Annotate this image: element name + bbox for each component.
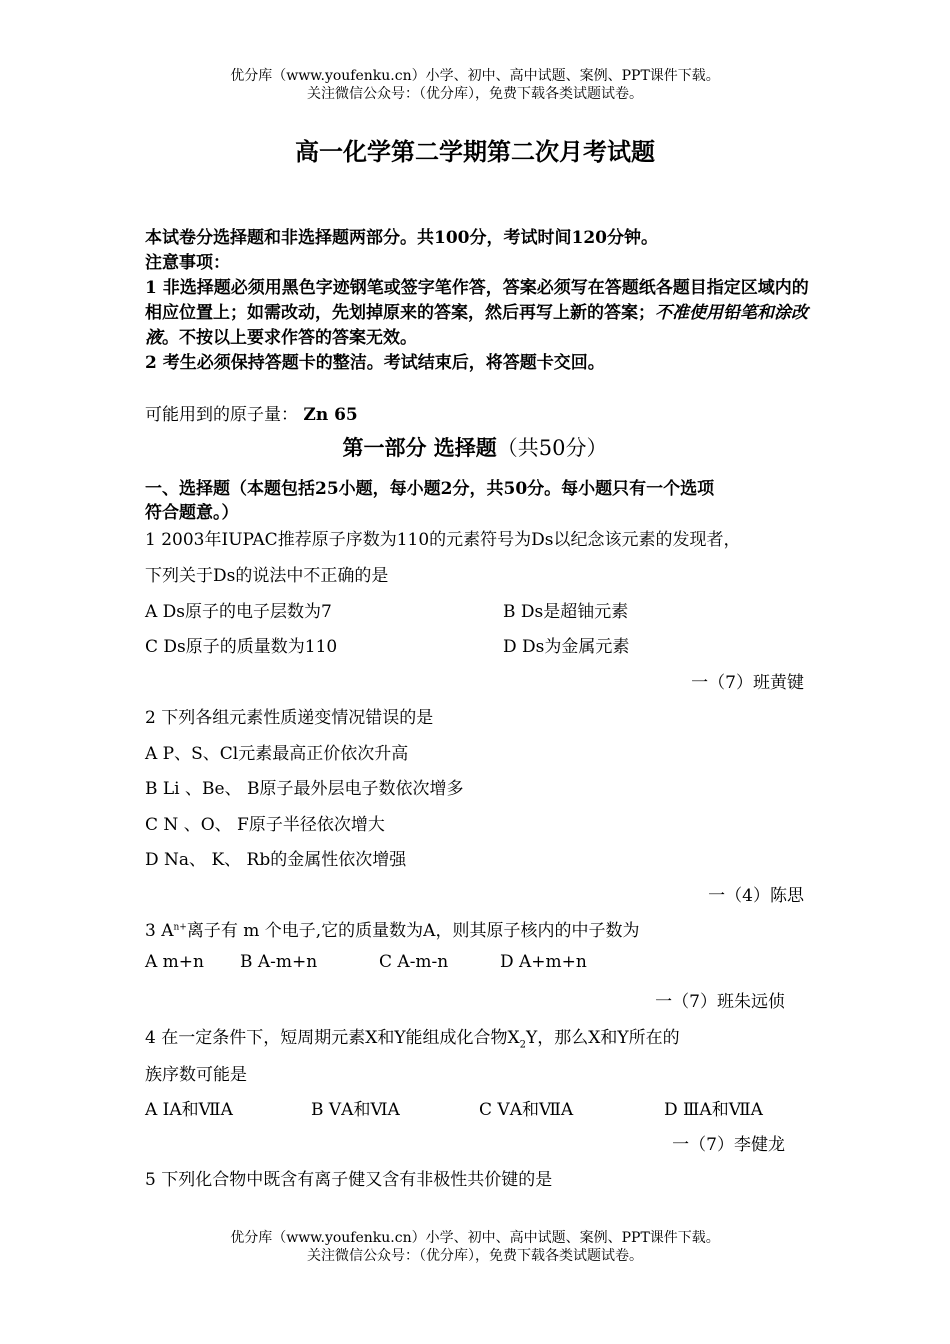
notice-item-1: 1 非选择题必须用黑色字迹钢笔或签字笔作答，答案必须写在答题纸各题目指定区域内的相应位置上；如需改动，先划掉原来的答案，然后再写上新的答案；不准使用铅笔和涂改液。不按以上要求作答的答案无效。: [145, 278, 809, 348]
q4-stem-1: 4 在一定条件下，短周期元素X和Y能组成化合物$X_2Y$，那么X和Y所在的: [145, 1028, 680, 1051]
q3-option-c: C A-m-n: [379, 952, 449, 972]
q2-credit: 一（4）陈思: [708, 886, 804, 906]
notice-intro: 本试卷分选择题和非选择题两部分。共100分，考试时间120分钟。: [145, 228, 658, 248]
q1-option-d: D Ds为金属元素: [503, 637, 630, 657]
header-line-2: 关注微信公众号：（优分库），免费下载各类试题试卷。: [307, 86, 643, 102]
page-title: 高一化学第二学期第二次月考试题: [295, 137, 655, 166]
q4-stem-2: 族序数可能是: [145, 1065, 247, 1085]
atomic-mass: 可能用到的原子量： Zn 65: [145, 405, 358, 425]
q3-option-b: B A-m+n: [240, 952, 318, 972]
instruction-line-2: 符合题意。）: [145, 503, 239, 523]
q2-option-d: D Na、 K、 Rb的金属性依次增强: [145, 850, 407, 870]
q3-superscript: n+: [173, 922, 187, 933]
instruction-line-1: 一、选择题（本题包括25小题，每小题2分，共50分。每小题只有一个选项: [145, 479, 715, 499]
q4-option-b: B ⅤA和ⅥA: [311, 1100, 400, 1120]
q4-subscript: 2: [519, 1039, 527, 1051]
q1-option-b: B Ds是超铀元素: [503, 602, 629, 622]
q3-option-d: D A+m+n: [500, 952, 587, 972]
header-line-1: 优分库（www.youfenku.cn）小学、初中、高中试题、案例、PPT课件下载。: [230, 68, 720, 84]
q4-credit: 一（7）李健龙: [672, 1135, 785, 1155]
atomic-mass-value: Zn 65: [303, 405, 358, 425]
q4-option-d: D ⅢA和ⅦA: [664, 1100, 763, 1120]
q3-stem: 3 $A^{n+}$离子有 m 个电子,它的质量数为A，则其原子核内的中子数为: [145, 921, 640, 941]
q1-stem-2: 下列关于Ds的说法中不正确的是: [145, 566, 389, 586]
notice-item-1-italic: 不准使用铅笔和涂改液: [145, 303, 808, 348]
footer-line-1: 优分库（www.youfenku.cn）小学、初中、高中试题、案例、PPT课件下载。: [230, 1230, 720, 1246]
q3-credit: 一（7）班朱远侦: [655, 992, 785, 1012]
exam-notice: [145, 226, 815, 376]
q1-option-c: C Ds原子的质量数为110: [145, 637, 338, 657]
q5-stem: 5 下列化合物中既含有离子健又含有非极性共价键的是: [145, 1170, 553, 1190]
q1-credit: 一（7）班黄键: [691, 673, 804, 693]
q2-option-c: C N 、O、 F原子半径依次增大: [145, 815, 385, 835]
q4-option-c: C ⅤA和ⅦA: [479, 1100, 574, 1120]
q3-option-a: A m+n: [145, 952, 204, 972]
footer-line-2: 关注微信公众号：（优分库），免费下载各类试题试卷。: [307, 1248, 643, 1264]
section-title: 第一部分 选择题（共50分）: [342, 435, 608, 460]
q2-stem: 2 下列各组元素性质递变情况错误的是: [145, 708, 434, 728]
notice-heading: 注意事项：: [145, 253, 230, 273]
notice-item-2: 2 考生必须保持答题卡的整洁。考试结束后，将答题卡交回。: [145, 353, 605, 373]
q2-option-a: A P、S、Cl元素最高正价依次升高: [145, 744, 409, 764]
q1-stem-1: 1 2003年IUPAC推荐原子序数为110的元素符号为Ds以纪念该元素的发现者，: [145, 530, 741, 550]
q1-option-a: A Ds原子的电子层数为7: [145, 602, 332, 622]
q4-option-a: A ⅠA和ⅦA: [145, 1100, 233, 1120]
q2-option-b: B Li 、Be、 B原子最外层电子数依次增多: [145, 779, 464, 799]
